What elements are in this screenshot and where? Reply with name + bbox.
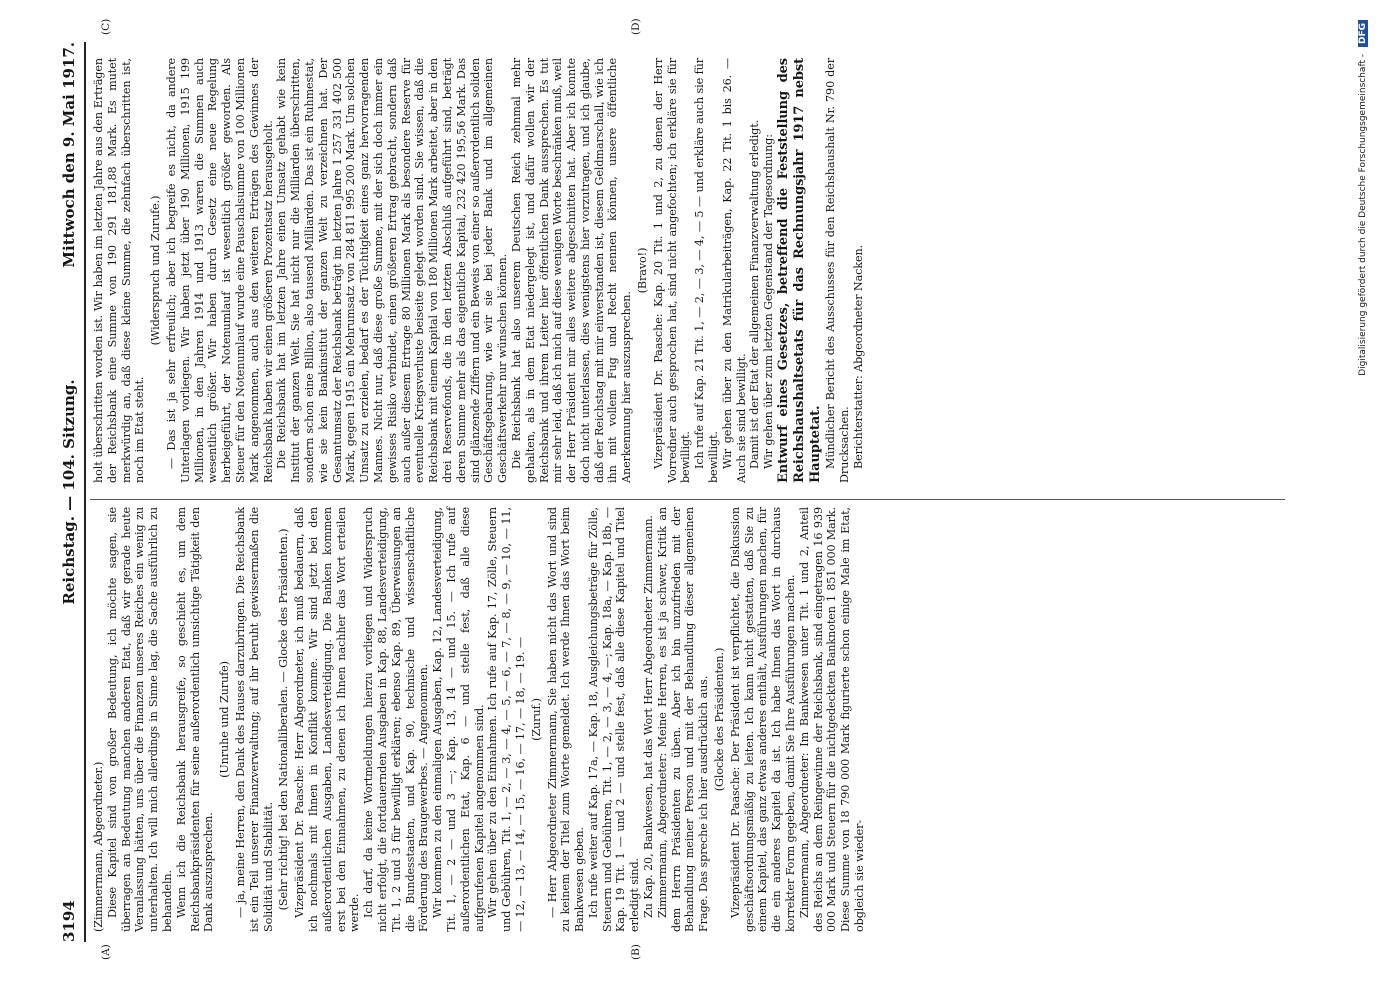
- paragraph: Mündlicher Bericht des Ausschusses für den Reichshaushalt Nr. 790 der Drucksachen.: [824, 58, 851, 483]
- interjection: (Unruhe und Zurufe): [218, 661, 232, 778]
- paragraph: Vizepräsident Dr. Paasche: Der Präsident ist verpflichtet, die Diskussion geschäftsordnungsmäßig zu leiten. Ich kann nicht gestatten, daß Sie zu einem Kapitel, das ganz etwas anderes enthält, Ausführungen machen, für die ein anderes Kapitel da ist. Ich habe Ihnen das Wort in durchaus korrekter Form gegeben, damit Sie Ihre Ausführungen machen.: [728, 507, 798, 932]
- footer-credit: [1358, 20, 1376, 980]
- margin-mark-b: (B): [630, 944, 642, 960]
- paragraph: — ja, meine Herren, den Dank des Hauses darzubringen. Die Reichsbank ist ein Teil unserer Finanzverwaltung; auf ihr beruht gewissermaßen die Solidität und Stabilität.: [233, 507, 275, 932]
- session-date: Mittwoch den 9. Mai 1917.: [60, 42, 78, 268]
- speaker-tag: (Zimmermann, Abgeordneter.): [92, 761, 105, 932]
- paragraph: Zimmermann, Abgeordneter: Im Bankwesen unter Tit. 1 und 2, Anteil des Reichs an dem Reingewinne der Reichsbank, sind eingetragen 16 939 000 Mark und Steuern für die nichtgedeckten Banknoten 1 851 000 Mark. Diese Summe von 18 790 000 Mark figurierte schon einige Male im Etat, obgleich sie wieder-: [797, 507, 867, 932]
- paragraph: Wenn ich die Reichsbank herausgreife, so geschieht es, um dem Reichsbankpräsidenten für seine außerordentlich umsichtige Tätigkeit den Dank auszusprechen.: [174, 507, 216, 932]
- paragraph: — Herr Abgeordneter Zimmermann, Sie haben nicht das Wort und sind zu keinem der Titel zum Worte gemeldet. Ich werde Ihnen das Wort beim Bankwesen geben.: [545, 507, 587, 932]
- paragraph: Zu Kap. 20, Bankwesen, hat das Wort Herr Abgeordneter Zimmermann.: [642, 515, 656, 918]
- session-title: Reichstag. — 104. Sitzung.: [60, 379, 78, 605]
- agenda-title: Entwurf eines Gesetzes, betreffend die Feststellung des Reichshaushaltsetats für das Rechnungsjahr 1917 nebst Hauptetat.: [776, 58, 824, 483]
- paragraph: Wir gehen über zum letzten Gegenstand der Tagesordnung:: [762, 134, 776, 469]
- interjection: (Glocke des Präsidenten.): [713, 647, 727, 792]
- margin-mark-d: (D): [630, 18, 642, 35]
- interjection: (Bravo!): [636, 247, 650, 294]
- margin-mark-a: (A): [100, 944, 112, 960]
- paragraph: Die Reichsbank hat im letzten Jahre einen Umsatz gehabt wie kein Institut der ganzen Welt. Sie hat nicht nur die Milliarden überschritten, sondern schon eine Billion, also tausend Milliarden. Das ist ein Ruhmestat, wie sie kein Bankinstitut der ganzen Welt zu verzeichnen hat. Der Gesamtumsatz der Reichsbank beträgt im letzten Jahre 1 257 331 402 500 Mark, gegen 1915 ein Mehrumsatz von 284 811 995 200 Mark. Um solchen Umsatz zu erzielen, bedarf es der Tüchtigkeit eines ganz hervorragenden Mannes. Nicht nur, daß diese große Summe, mit der sich doch immer ein gewisses Risiko verbindet, einen größeren Ertrag gebracht, sondern daß auch außer diesem Ertrage 80 Millionen Mark als besondere Reserve für eventuelle Kriegsverluste beiseite gelegt worden sind. Sie wissen, daß die Reichsbank mit einem Kapital von 180 Millionen Mark arbeitet, aber in den drei Reservefonds, die in den letzten Abschluß aufgeführt sind, beträgt deren Summe mehr als das eigentliche Kapital, 232 420 195,56 Mark. Das sind glänzende Ziffern und ein Beweis von einer so außerordentlich soliden Geschäftsgebarung, wie wir sie bei jeder Bank und im allgemeinen Geschäftsverkehr nur wünschen können.: [275, 58, 510, 483]
- paragraph: Vizepräsident Dr. Paasche: Herr Abgeordneter, ich muß bedauern, daß ich nochmals mit Ihnen in Konflikt komme. Wir sind jetzt bei den außerordentlichen Ausgaben, Landesverteidigung. Die Banken kommen erst bei den Einnahmen, zu denen ich Ihnen nachher das Wort erteilen werde.: [293, 507, 362, 932]
- footer-text: Digitalisierung gefördert durch die Deutsche Forschungsgemeinschaft -: [1358, 53, 1368, 376]
- header-rule: [84, 42, 86, 942]
- paragraph: Vizepräsident Dr. Paasche: Kap. 20 Tit. 1 und 2, zu denen der Herr Vorredner auch gesprochen hat, sind nicht angefochten; ich erkläre sie für bewilligt.: [651, 58, 693, 483]
- paragraph: Diese Kapitel sind von großer Bedeutung, ich möchte sagen, sie überragen an Bedeutung manchen anderen Etat, daß wir gerade heute Veranlassung hätten, uns über die Finanzen unseres Reiches ein wenig zu unterhalten. Ich will mich allerdings in Sinne lag, die Sache ausführlich zu behandeln.: [105, 507, 174, 932]
- right-column: [92, 58, 865, 483]
- left-column: [92, 507, 867, 932]
- paragraph: Wir kommen zu den einmaligen Ausgaben, Kap. 12, Landesverteidigung, Tit. 1, — 2 — und 3 —; Kap. 13, 14 — und 15. — Ich rufe auf außerordentlichen Etat, Kap. 6 — und stelle fest, daß alle diese aufgerufenen Kapitel angenommen sind.: [431, 507, 486, 932]
- margin-mark-c: (C): [100, 18, 112, 35]
- interjection: (Widerspruch und Zurufe.): [149, 195, 163, 346]
- paragraph: Die Reichsbank hat also unserem Deutschen Reich zehnmal mehr gehalten, als in dem Etat niedergelegt ist, und dafür wollen wir der Reichsbank und ihrem Leiter hier öffentlichen Dank aussprechen. Es tut mir sehr leid, daß ich mich auf diese wenigen Worte beschränken muß, weil der Herr Präsident mir alles weitere abgeschnitten hat. Aber ich konnte doch nicht unterlassen, dies wenigstens hier vorzutragen, und ich glaube, daß der Reichstag mit mir einverstanden ist, diesem Geldmarschall, wie ich ihn mit vollem Fug und Recht nennen können, unsere öffentliche Anerkennung hier auszusprechen.: [509, 58, 634, 483]
- paragraph: Ich darf, da keine Wortmeldungen hierzu vorliegen und Widerspruch nicht erfolgt, die fortdauernden Ausgaben in Kap. 88, Landesverteidigung, Tit. 1, 2 und 3 für bewilligt erklären; ebenso Kap. 89, Überweisungen an die Bundesstaaten, und Kap. 90, technische und wissenschaftliche Förderung des Braugewerbes. — Angenommen.: [362, 507, 431, 932]
- page-number: 3194: [60, 900, 78, 942]
- paragraph: holt überschritten worden ist. Wir haben im letzten Jahre aus den Erträgen der Reichsbank eine Summe von 190 291 181,88 Mark. Es mutet merkwürdig an, daß diese kleine Summe, die zehnfach überschritten ist, noch im Etat steht.: [92, 58, 147, 483]
- dfg-logo: DFG: [1358, 20, 1368, 47]
- column-divider: [90, 499, 1285, 500]
- paragraph: Damit ist der Etat der allgemeinen Finanzverwaltung erledigt.: [748, 119, 762, 469]
- paragraph: Ich rufe weiter auf Kap. 17a, — Kap. 18, Ausgleichungsbeträge für Zölle, Steuern und Gebühren, Tit. 1, — 2, — 3, — 4, —; Kap. 18a, — Kap. 18b, — Kap. 19 Tit. 1 — und 2 — und stelle fest, daß alle diese Kapitel und Titel erledigt sind.: [586, 507, 642, 932]
- interjection: (Sehr richtig! bei den Nationalliberalen. — Glocke des Präsidenten.): [277, 528, 291, 911]
- page-header: [58, 42, 84, 942]
- paragraph: — Das ist ja sehr erfreulich; aber ich begreife es nicht, da andere Unterlagen vorliegen. Wir haben jetzt über 190 Millionen, 1915 199 Millionen, in den Jahren 1914 und 1913 waren die Summen auch wesentlich größer. Wir haben durch Gesetz eine neue Regelung herbeigeführt, der Notenumlauf ist wesentlich größer geworden. Als Steuer für den Notenumlauf wurde eine Pauschalsumme von 100 Millionen Mark angenommen, auch aus den weiteren Erträgen des Gewinnes der Reichsbank haben wir einen größeren Prozentsatz herausgeholt.: [164, 58, 275, 483]
- paragraph: Wir gehen über zu den Matrikularbeiträgen, Kap. 22 Tit. 1 bis 26. — Auch sie sind bewilligt.: [720, 58, 748, 483]
- paragraph: Berichterstatter: Abgeordneter Nacken.: [851, 244, 865, 469]
- paragraph: Wir gehen über zu den Einnahmen. Ich rufe auf Kap. 17, Zölle, Steuern und Gebühren, Tit. 1, — 2, — 3, — 4, — 5, — 6, — 7, — 8, — 9, — 10, — 11, — 12, — 13, — 14, — 15, — 16, — 17, — 18, — 19. —: [486, 507, 527, 932]
- interjection: (Zuruf.): [529, 698, 543, 741]
- paragraph: Zimmermann, Abgeordneter: Meine Herren, es ist ja schwer, Kritik an dem Herrn Präsidenten zu üben. Aber ich bin unzufrieden mit der Behandlung meiner Person und mit der Behandlung dieser allgemeinen Frage. Das spreche ich hier ausdrücklich aus.: [655, 507, 711, 932]
- paragraph: Ich rufe auf Kap. 21 Tit. 1, — 2, — 3, — 4, — 5 — und erkläre auch sie für bewilligt.: [693, 58, 721, 483]
